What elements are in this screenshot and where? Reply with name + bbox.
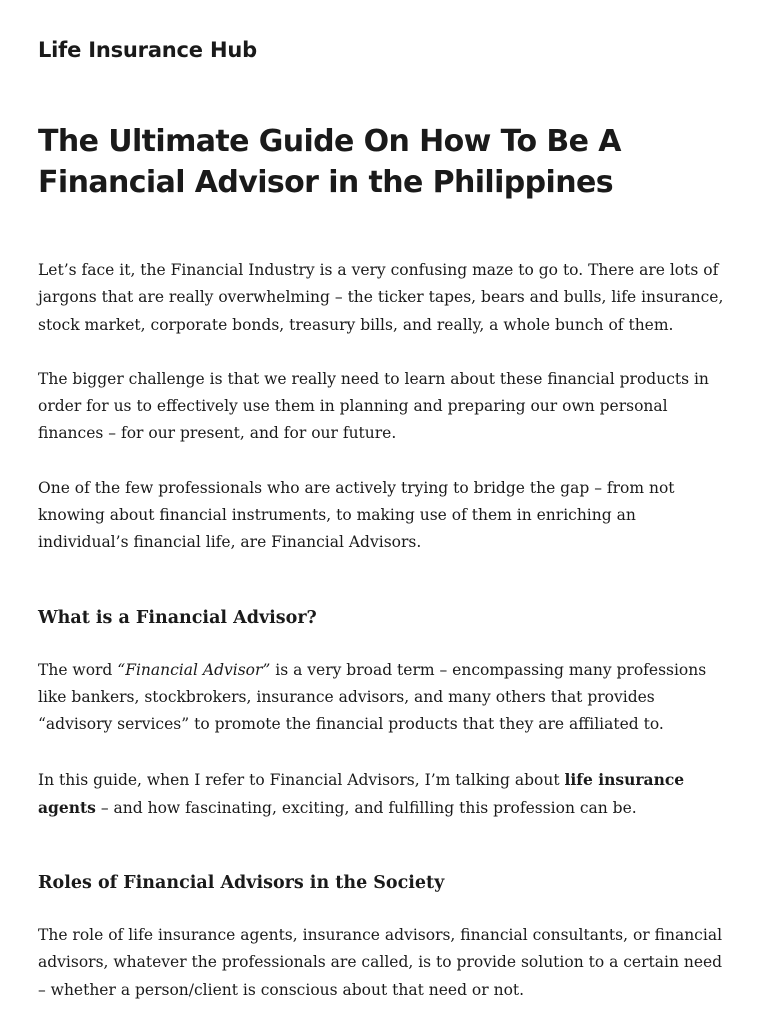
section2-paragraph-1: The role of life insurance agents, insurance advisors, financial consultants, or financial advisors, whatever the professionals are called, is to provide solution to a certain need – whether a person/client is conscious about that need or not. [38, 926, 723, 999]
section1-p1-emphasis: “Financial Advisor” [117, 660, 271, 679]
intro-paragraph-2: The bigger challenge is that we really need to learn about these financial products in order for us to effectively use them in planning and preparing our own personal finances – for our present, and for our future. [38, 369, 709, 443]
section1-p2-text-end: – and how fascinating, exciting, and fulfilling this profession can be. [95, 798, 637, 817]
intro-paragraph-1: Let’s face it, the Financial Industry is a very confusing maze to go to. There are lots of jargons that are really overwhelming – the ticker tapes, bears and bulls, life insurance, stock market, corporate bonds, treasury bills, and really, a whole bunch of them. [38, 261, 724, 334]
article-content [38, 257, 728, 1031]
site-title-link[interactable]: Life Insurance Hub [38, 38, 257, 62]
section1-paragraph-1 [38, 657, 728, 739]
section1-p2-strong: life insurance agents [38, 769, 685, 817]
intro-paragraph-3: One of the few professionals who are actively trying to bridge the gap – from not knowing about financial instruments, to making use of them in enriching an individual’s financial life, are Financial Advisors. [38, 478, 675, 552]
section1-p1-text-start: The word [38, 660, 118, 679]
section1-paragraph-2 [38, 766, 728, 823]
section1-p1-text-end: is a very broad term – encompassing many professions like bankers, stockbrokers, insurance advisors, and many others that provides “advisory services” to promote the financial products that they are affiliated to. [38, 660, 707, 734]
article-title: The Ultimate Guide On How To Be A Financial Advisor in the Philippines [38, 124, 621, 200]
section1-p2-text-start: In this guide, when I refer to Financial Advisors, I’m talking about [38, 770, 565, 789]
section-heading-what-is: What is a Financial Advisor? [38, 607, 317, 628]
section-heading-roles: Roles of Financial Advisors in the Society [38, 873, 445, 894]
